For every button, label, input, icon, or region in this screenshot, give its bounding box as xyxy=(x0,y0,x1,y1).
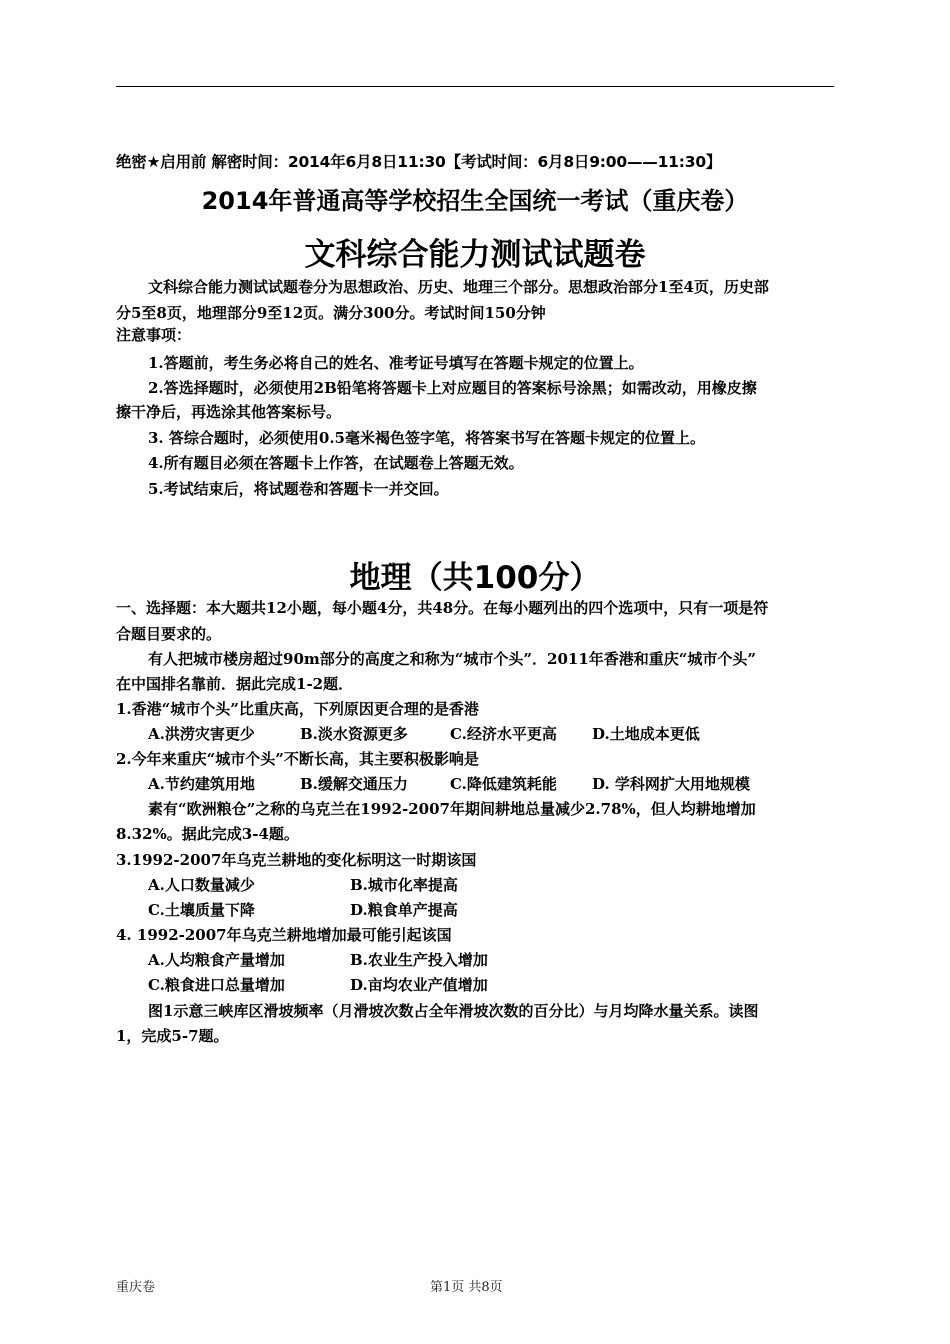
question-2: 2.今年来重庆“城市个头”不断长高，其主要积极影响是 xyxy=(116,750,479,768)
note-2-line-2: 擦干净后，再选涂其他答案标号。 xyxy=(116,403,342,421)
passage-1-line-1: 有人把城市楼房超过90m部分的高度之和称为“城市个头”．2011年香港和重庆“城市个头” xyxy=(148,650,757,668)
notes-heading: 注意事项： xyxy=(116,326,192,344)
q4-option-d: D.亩均农业产值增加 xyxy=(350,976,488,994)
passage-3-line-1: 图1示意三峡库区滑坡频率（月滑坡次数占全年滑坡次数的百分比）与月均降水量关系。读图 xyxy=(148,1002,759,1020)
passage-1-line-2: 在中国排名靠前．据此完成1-2题． xyxy=(116,675,354,693)
intro-line-1: 文科综合能力测试试题卷分为思想政治、历史、地理三个部分。思想政治部分1至4页，历史部 xyxy=(148,278,769,296)
question-3: 3.1992-2007年乌克兰耕地的变化标明这一时期该国 xyxy=(116,851,477,869)
footer-page-number: 第1页 共8页 xyxy=(430,1280,503,1295)
note-1: 1.答题前，考生务必将自己的姓名、准考证号填写在答题卡规定的位置上。 xyxy=(148,354,644,372)
section-title: 地理（共100分） xyxy=(349,560,601,596)
passage-3-line-2: 1，完成5-7题。 xyxy=(116,1027,229,1045)
instructions-line-1: 一、选择题：本大题共12小题，每小题4分，共48分。在每小题列出的四个选项中，只有一项是符 xyxy=(116,599,769,617)
exam-title: 2014年普通高等学校招生全国统一考试（重庆卷） xyxy=(201,187,749,215)
note-5: 5.考试结束后，将试题卷和答题卡一并交回。 xyxy=(148,480,449,498)
note-4: 4.所有题目必须在答题卡上作答，在试题卷上答题无效。 xyxy=(148,454,524,472)
question-1: 1.香港“城市个头”比重庆高，下列原因更合理的是香港 xyxy=(116,700,479,718)
q3-option-a: A.人口数量减少 xyxy=(148,876,255,894)
q2-option-d: D. 学科网扩大用地规模 xyxy=(592,775,750,793)
paper-title: 文科综合能力测试试题卷 xyxy=(304,237,646,273)
q3-option-d: D.粮食单产提高 xyxy=(350,901,458,919)
q1-option-a: A.洪涝灾害更少 xyxy=(148,725,255,743)
q2-option-b: B.缓解交通压力 xyxy=(300,775,408,793)
q3-option-b: B.城市化率提高 xyxy=(350,876,458,894)
header-rule xyxy=(116,86,834,87)
q3-option-c: C.土壤质量下降 xyxy=(148,901,255,919)
passage-2-line-2: 8.32%。据此完成3-4题。 xyxy=(116,825,299,843)
q2-option-a: A.节约建筑用地 xyxy=(148,775,255,793)
instructions-line-2: 合题目要求的。 xyxy=(116,625,222,643)
q1-option-d: D.土地成本更低 xyxy=(592,725,700,743)
note-3: 3. 答综合题时，必须使用0.5毫米褐色签字笔，将答案书写在答题卡规定的位置上。 xyxy=(148,429,705,447)
confidential-line: 绝密★启用前 解密时间：2014年6月8日11:30【考试时间：6月8日9:00——11:30】 xyxy=(116,153,722,171)
q4-option-c: C.粮食进口总量增加 xyxy=(148,976,285,994)
intro-line-2: 分5至8页，地理部分9至12页。满分300分。考试时间150分钟 xyxy=(116,304,546,322)
passage-2-line-1: 素有“欧洲粮仓”之称的乌克兰在1992-2007年期间耕地总量减少2.78%，但人均耕地增加 xyxy=(148,800,756,818)
q4-option-a: A.人均粮食产量增加 xyxy=(148,951,285,969)
q2-option-c: C.降低建筑耗能 xyxy=(450,775,557,793)
q4-option-b: B.农业生产投入增加 xyxy=(350,951,488,969)
note-2-line-1: 2.答选择题时，必须使用2B铅笔将答题卡上对应题目的答案标号涂黑；如需改动，用橡皮擦 xyxy=(148,379,757,397)
q1-option-b: B.淡水资源更多 xyxy=(300,725,408,743)
question-4: 4. 1992-2007年乌克兰耕地增加最可能引起该国 xyxy=(116,926,452,944)
q1-option-c: C.经济水平更高 xyxy=(450,725,557,743)
footer-left: 重庆卷 xyxy=(116,1280,156,1295)
